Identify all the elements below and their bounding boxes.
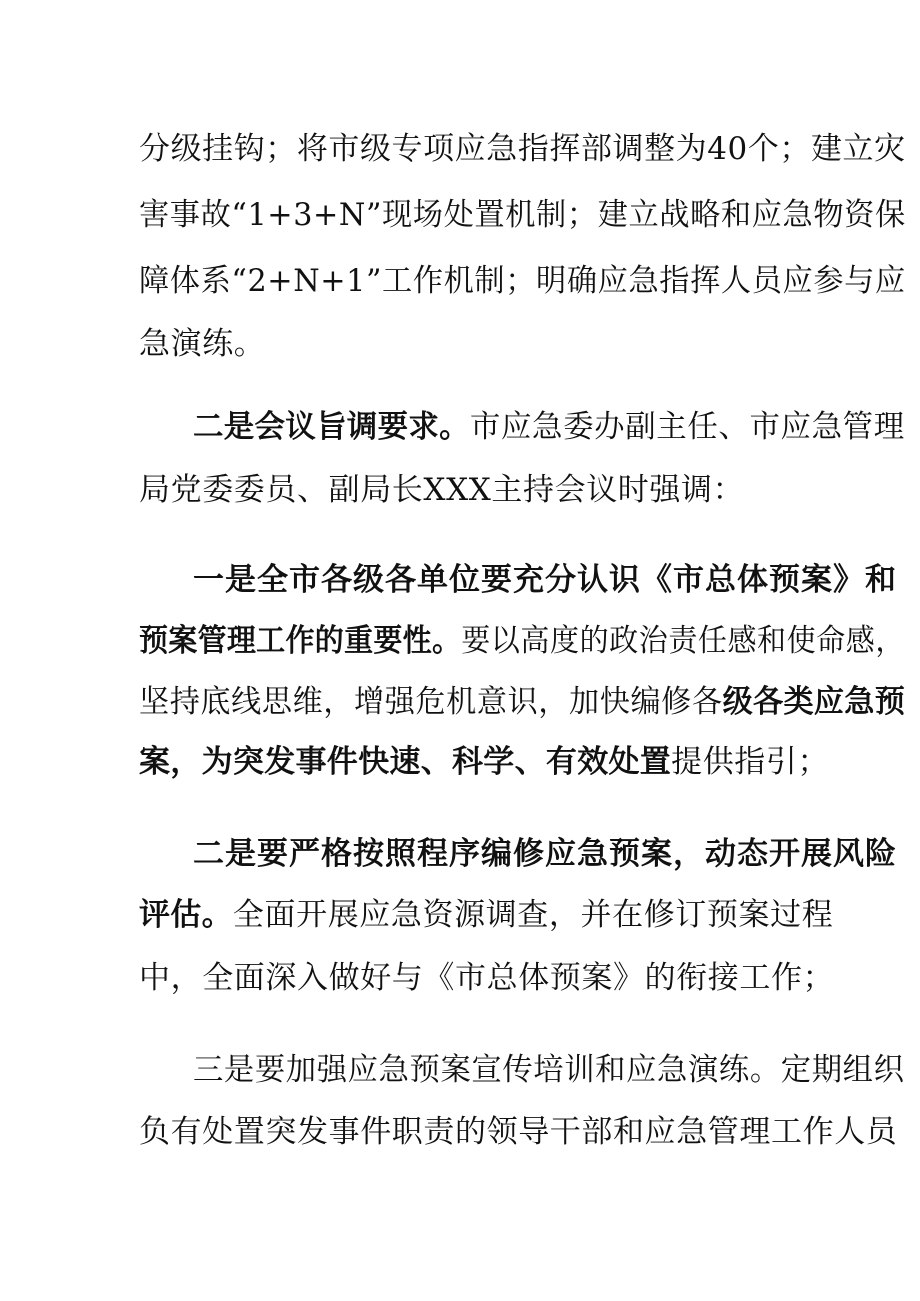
paragraph-3-text-2: 坚持底线思维，增强危机意识，加快编修各 bbox=[139, 684, 723, 720]
paragraph-2-line-2: 局党委委员、副局长XXX主持会议时强调： bbox=[139, 472, 745, 508]
paragraph-2-heading: 二是会议旨调要求。 bbox=[193, 409, 470, 445]
paragraph-2-line-1 bbox=[193, 407, 905, 447]
paragraph-3-bold-phrase: 级各类应急预 bbox=[722, 684, 906, 720]
paragraph-3-text: 要以高度的政治责任感和使命感， bbox=[461, 623, 905, 659]
paragraph-1-line-3: 障体系“2+N+1”工作机制；明确应急指挥人员应参与应 bbox=[139, 263, 906, 299]
paragraph-3-heading: 一是全市各级各单位要充分认识《市总体预案》和 bbox=[193, 562, 897, 598]
paragraph-1-line-2: 害事故“1+3+N”现场处置机制；建立战略和应急物资保 bbox=[139, 197, 906, 233]
paragraph-4-line-1 bbox=[193, 834, 897, 874]
paragraph-3-line-2 bbox=[139, 621, 905, 661]
paragraph-3-text-3: 提供指引； bbox=[671, 744, 830, 780]
paragraph-1-line-1: 分级挂钩；将市级专项应急指挥部调整为40个；建立灾 bbox=[139, 131, 906, 167]
paragraph-3-heading-end: 预案管理工作的重要性。 bbox=[139, 623, 462, 659]
paragraph-3-line-4 bbox=[139, 742, 829, 782]
paragraph-3-line-3 bbox=[139, 682, 905, 722]
paragraph-4-line-2 bbox=[139, 895, 833, 935]
paragraph-4-line-3: 中，全面深入做好与《市总体预案》的衔接工作； bbox=[139, 960, 835, 996]
paragraph-5-line-1: 三是要加强应急预案宣传培训和应急演练。定期组织 bbox=[193, 1052, 905, 1088]
paragraph-3-bold-phrase-2: 案，为突发事件快速、科学、有效处置 bbox=[139, 744, 672, 780]
paragraph-4-heading-end: 评估。 bbox=[139, 897, 233, 933]
paragraph-1-line-4: 急演练。 bbox=[139, 326, 266, 362]
paragraph-4-text: 全面开展应急资源调查，并在修订预案过程 bbox=[232, 897, 834, 933]
paragraph-3-line-1 bbox=[193, 560, 897, 600]
paragraph-5-line-2: 负有处置突发事件职责的领导干部和应急管理工作人员 bbox=[139, 1114, 898, 1150]
paragraph-4-heading: 二是要严格按照程序编修应急预案，动态开展风险 bbox=[193, 836, 897, 872]
paragraph-2-text: 市应急委办副主任、市应急管理 bbox=[469, 409, 905, 445]
